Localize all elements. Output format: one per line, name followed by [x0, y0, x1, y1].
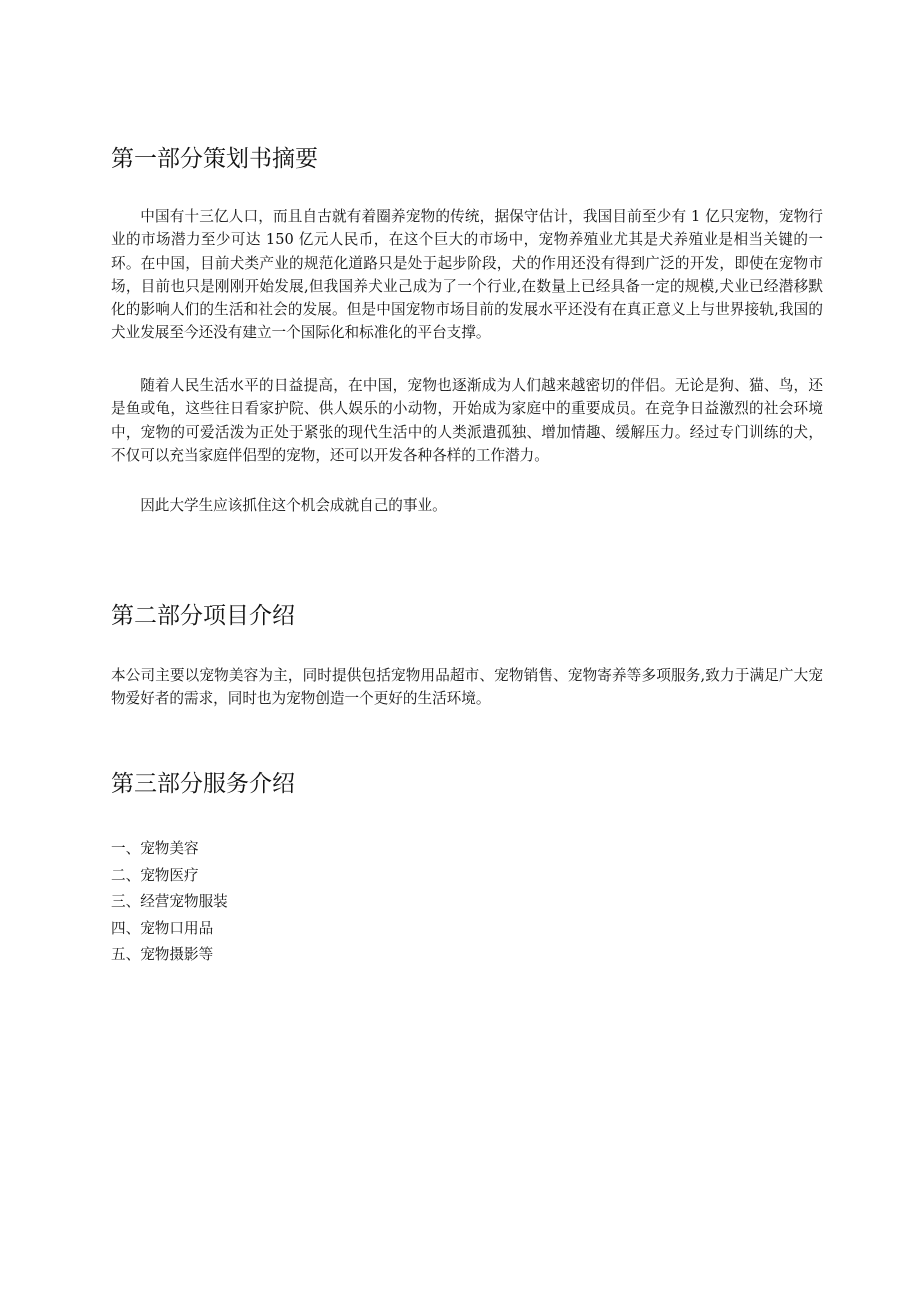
summary-paragraph-2: 随着人民生活水平的日益提高，在中国，宠物也逐渐成为人们越来越密切的伴侣。无论是狗、猫、鸟，还是鱼或龟，这些往日看家护院、供人娱乐的小动物，开始成为家庭中的重要成员。在竞争日益激烈的社会环境中，宠物的可爱活泼为正处于紧张的现代生活中的人类派遣孤独、增加情趣、缓解压力。经过专门训练的犬，不仅可以充当家庭伴侣型的宠物，还可以开发各种各样的工作潜力。: [111, 377, 823, 464]
section-title-project-intro: 第二部分项目介绍: [111, 603, 295, 629]
service-item-grooming: 一、宠物美容: [111, 840, 199, 857]
service-item-clothing: 三、经营宠物服装: [111, 893, 228, 910]
service-item-photography: 五、宠物摄影等: [111, 946, 214, 963]
service-list: [111, 836, 228, 969]
section-title-services: 第三部分服务介绍: [111, 771, 295, 797]
service-item-medical: 二、宠物医疗: [111, 866, 199, 884]
project-intro-paragraph: 本公司主要以宠物美容为主，同时提供包括宠物用品超市、宠物销售、宠物寄养等多项服务,致力于满足广大宠物爱好者的需求，同时也为宠物创造一个更好的生活环境。: [111, 667, 823, 708]
summary-paragraph-1: 中国有十三亿人口，而且自古就有着圈养宠物的传统，据保守估计，我国目前至少有 1 亿只宠物，宠物行业的市场潜力至少可达 150 亿元人民币，在这个巨大的市场中，宠物养殖业尤其是犬养殖业是相当关键的一环。在中国，目前犬类产业的规范化道路只是处于起步阶段，犬的作用还没有得到广泛的开发，即使在宠物市场，目前也只是刚刚开始发展,但我国养犬业己成为了一个行业,在数量上已经具备一定的规模,犬业已经潜移默化的影响人们的生活和社会的发展。但是中国宠物市场目前的发展水平还没有在真正意义上与世界接轨,我国的犬业发展至今还没有建立一个国际化和标准化的平台支撑。: [111, 208, 823, 342]
section-title-summary: 第一部分策划书摘要: [111, 146, 318, 172]
service-item-supplies: 四、宠物口用品: [111, 919, 214, 937]
summary-paragraph-3: 因此大学生应该抓住这个机会成就自己的事业。: [140, 497, 447, 514]
